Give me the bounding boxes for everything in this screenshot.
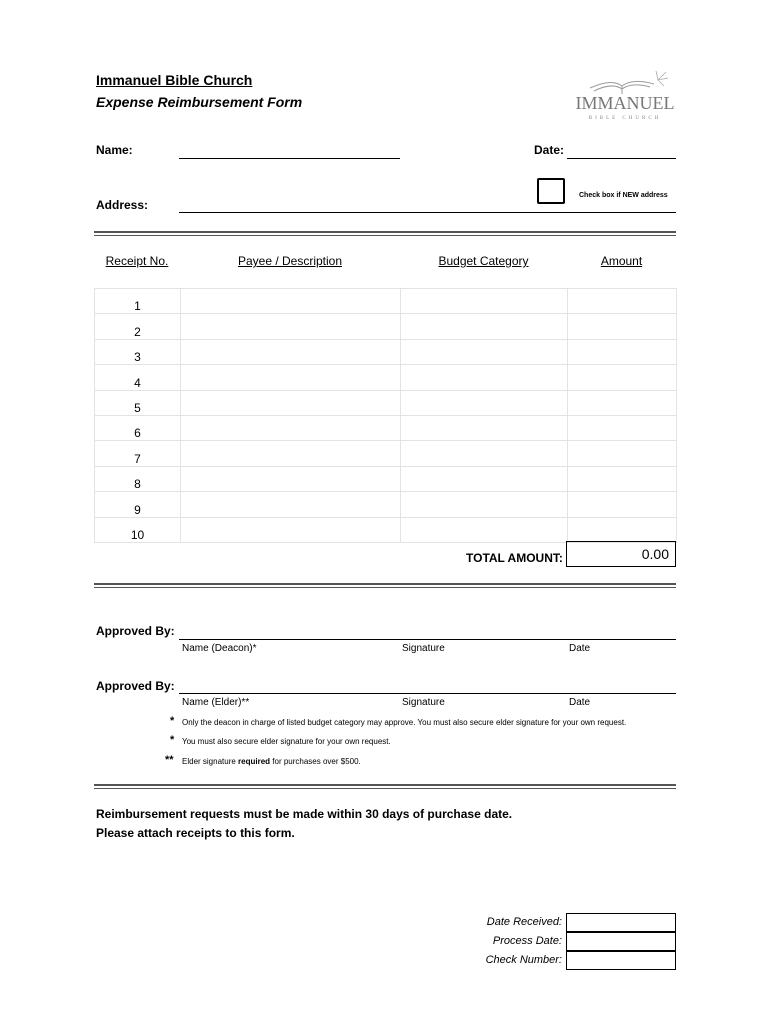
- date-field[interactable]: [567, 158, 676, 159]
- table-row: [95, 390, 677, 415]
- budget-cell[interactable]: [401, 289, 568, 314]
- church-logo: [570, 70, 680, 122]
- payee-cell[interactable]: [181, 517, 401, 542]
- approved-by-label: Approved By:: [96, 679, 175, 693]
- name-label: Name:: [96, 143, 133, 157]
- budget-cell[interactable]: [401, 415, 568, 440]
- total-amount-field[interactable]: 0.00: [566, 541, 676, 567]
- church-name: Immanuel Bible Church: [96, 72, 253, 88]
- amount-cell[interactable]: [568, 390, 677, 415]
- note-marker: *: [170, 734, 175, 746]
- date-received-field[interactable]: [566, 913, 676, 932]
- process-date-field[interactable]: [566, 932, 676, 951]
- amount-cell[interactable]: [568, 365, 677, 390]
- divider: [94, 231, 676, 236]
- note-deacon: Only the deacon in charge of listed budget category may approve. You must also secure elder signature for your own request.: [182, 718, 627, 727]
- table-row: [95, 466, 677, 491]
- amount-cell[interactable]: [568, 339, 677, 364]
- form-title: Expense Reimbursement Form: [96, 94, 303, 110]
- amount-cell[interactable]: [568, 289, 677, 314]
- payee-cell[interactable]: [181, 314, 401, 339]
- receipt-number: 4: [95, 365, 181, 390]
- payee-cell[interactable]: [181, 365, 401, 390]
- amount-cell[interactable]: [568, 314, 677, 339]
- receipt-number: 7: [95, 441, 181, 466]
- budget-cell[interactable]: [401, 390, 568, 415]
- table-row: [95, 365, 677, 390]
- amount-cell[interactable]: [568, 517, 677, 542]
- receipt-table: [94, 288, 677, 543]
- new-address-checkbox[interactable]: [537, 178, 565, 204]
- address-field[interactable]: [179, 212, 676, 213]
- receipt-number: 9: [95, 492, 181, 517]
- total-amount-label: TOTAL AMOUNT:: [466, 551, 563, 565]
- budget-cell[interactable]: [401, 314, 568, 339]
- date-label: Date:: [534, 143, 565, 157]
- table-row: [95, 415, 677, 440]
- svg-text:IMMANUEL: IMMANUEL: [575, 93, 675, 113]
- payee-cell[interactable]: [181, 466, 401, 491]
- col-header-amount: Amount: [600, 254, 643, 268]
- receipt-number: 8: [95, 466, 181, 491]
- date-received-label: Date Received:: [486, 916, 562, 928]
- deacon-approval-line[interactable]: [179, 639, 676, 640]
- process-date-label: Process Date:: [492, 935, 562, 947]
- budget-cell[interactable]: [401, 466, 568, 491]
- receipt-number: 2: [95, 314, 181, 339]
- receipt-number: 1: [95, 289, 181, 314]
- table-row: [95, 492, 677, 517]
- table-row: [95, 441, 677, 466]
- payee-cell[interactable]: [181, 415, 401, 440]
- new-address-note: Check box if NEW address: [579, 192, 668, 199]
- payee-cell[interactable]: [181, 339, 401, 364]
- budget-cell[interactable]: [401, 517, 568, 542]
- elder-name-caption: Name (Elder)**: [182, 697, 250, 708]
- budget-cell[interactable]: [401, 441, 568, 466]
- deadline-notice: Reimbursement requests must be made within 30 days of purchase date.: [96, 807, 513, 821]
- amount-cell[interactable]: [568, 492, 677, 517]
- check-number-field[interactable]: [566, 951, 676, 970]
- table-row: [95, 339, 677, 364]
- amount-cell[interactable]: [568, 466, 677, 491]
- table-row: [95, 289, 677, 314]
- table-row: [95, 517, 677, 542]
- signature-caption: Signature: [402, 643, 445, 654]
- receipts-notice: Please attach receipts to this form.: [96, 826, 295, 840]
- book-logo-icon: [570, 70, 680, 122]
- name-field[interactable]: [179, 158, 400, 159]
- receipt-number: 10: [95, 517, 181, 542]
- svg-text:BIBLE CHURCH: BIBLE CHURCH: [588, 116, 662, 121]
- date-caption: Date: [569, 643, 591, 654]
- payee-cell[interactable]: [181, 390, 401, 415]
- amount-cell[interactable]: [568, 415, 677, 440]
- divider: [94, 583, 676, 588]
- signature-caption: Signature: [402, 697, 445, 708]
- deacon-name-caption: Name (Deacon)*: [182, 643, 257, 654]
- note-elder: Elder signature required for purchases over $500.: [182, 757, 361, 766]
- receipt-number: 5: [95, 390, 181, 415]
- payee-cell[interactable]: [181, 441, 401, 466]
- col-header-receipt: Receipt No.: [105, 254, 169, 268]
- approved-by-label: Approved By:: [96, 624, 175, 638]
- divider: [94, 784, 676, 789]
- col-header-budget: Budget Category: [438, 254, 529, 268]
- receipt-number: 6: [95, 415, 181, 440]
- receipt-number: 3: [95, 339, 181, 364]
- payee-cell[interactable]: [181, 289, 401, 314]
- col-header-payee: Payee / Description: [237, 254, 343, 268]
- budget-cell[interactable]: [401, 365, 568, 390]
- payee-cell[interactable]: [181, 492, 401, 517]
- amount-cell[interactable]: [568, 441, 677, 466]
- budget-cell[interactable]: [401, 339, 568, 364]
- note-marker: *: [170, 715, 175, 727]
- date-caption: Date: [569, 697, 591, 708]
- note-own-request: You must also secure elder signature for your own request.: [182, 737, 391, 746]
- table-row: [95, 314, 677, 339]
- budget-cell[interactable]: [401, 492, 568, 517]
- check-number-label: Check Number:: [485, 954, 562, 966]
- elder-approval-line[interactable]: [179, 693, 676, 694]
- note-marker: **: [165, 754, 174, 766]
- address-label: Address:: [96, 198, 149, 212]
